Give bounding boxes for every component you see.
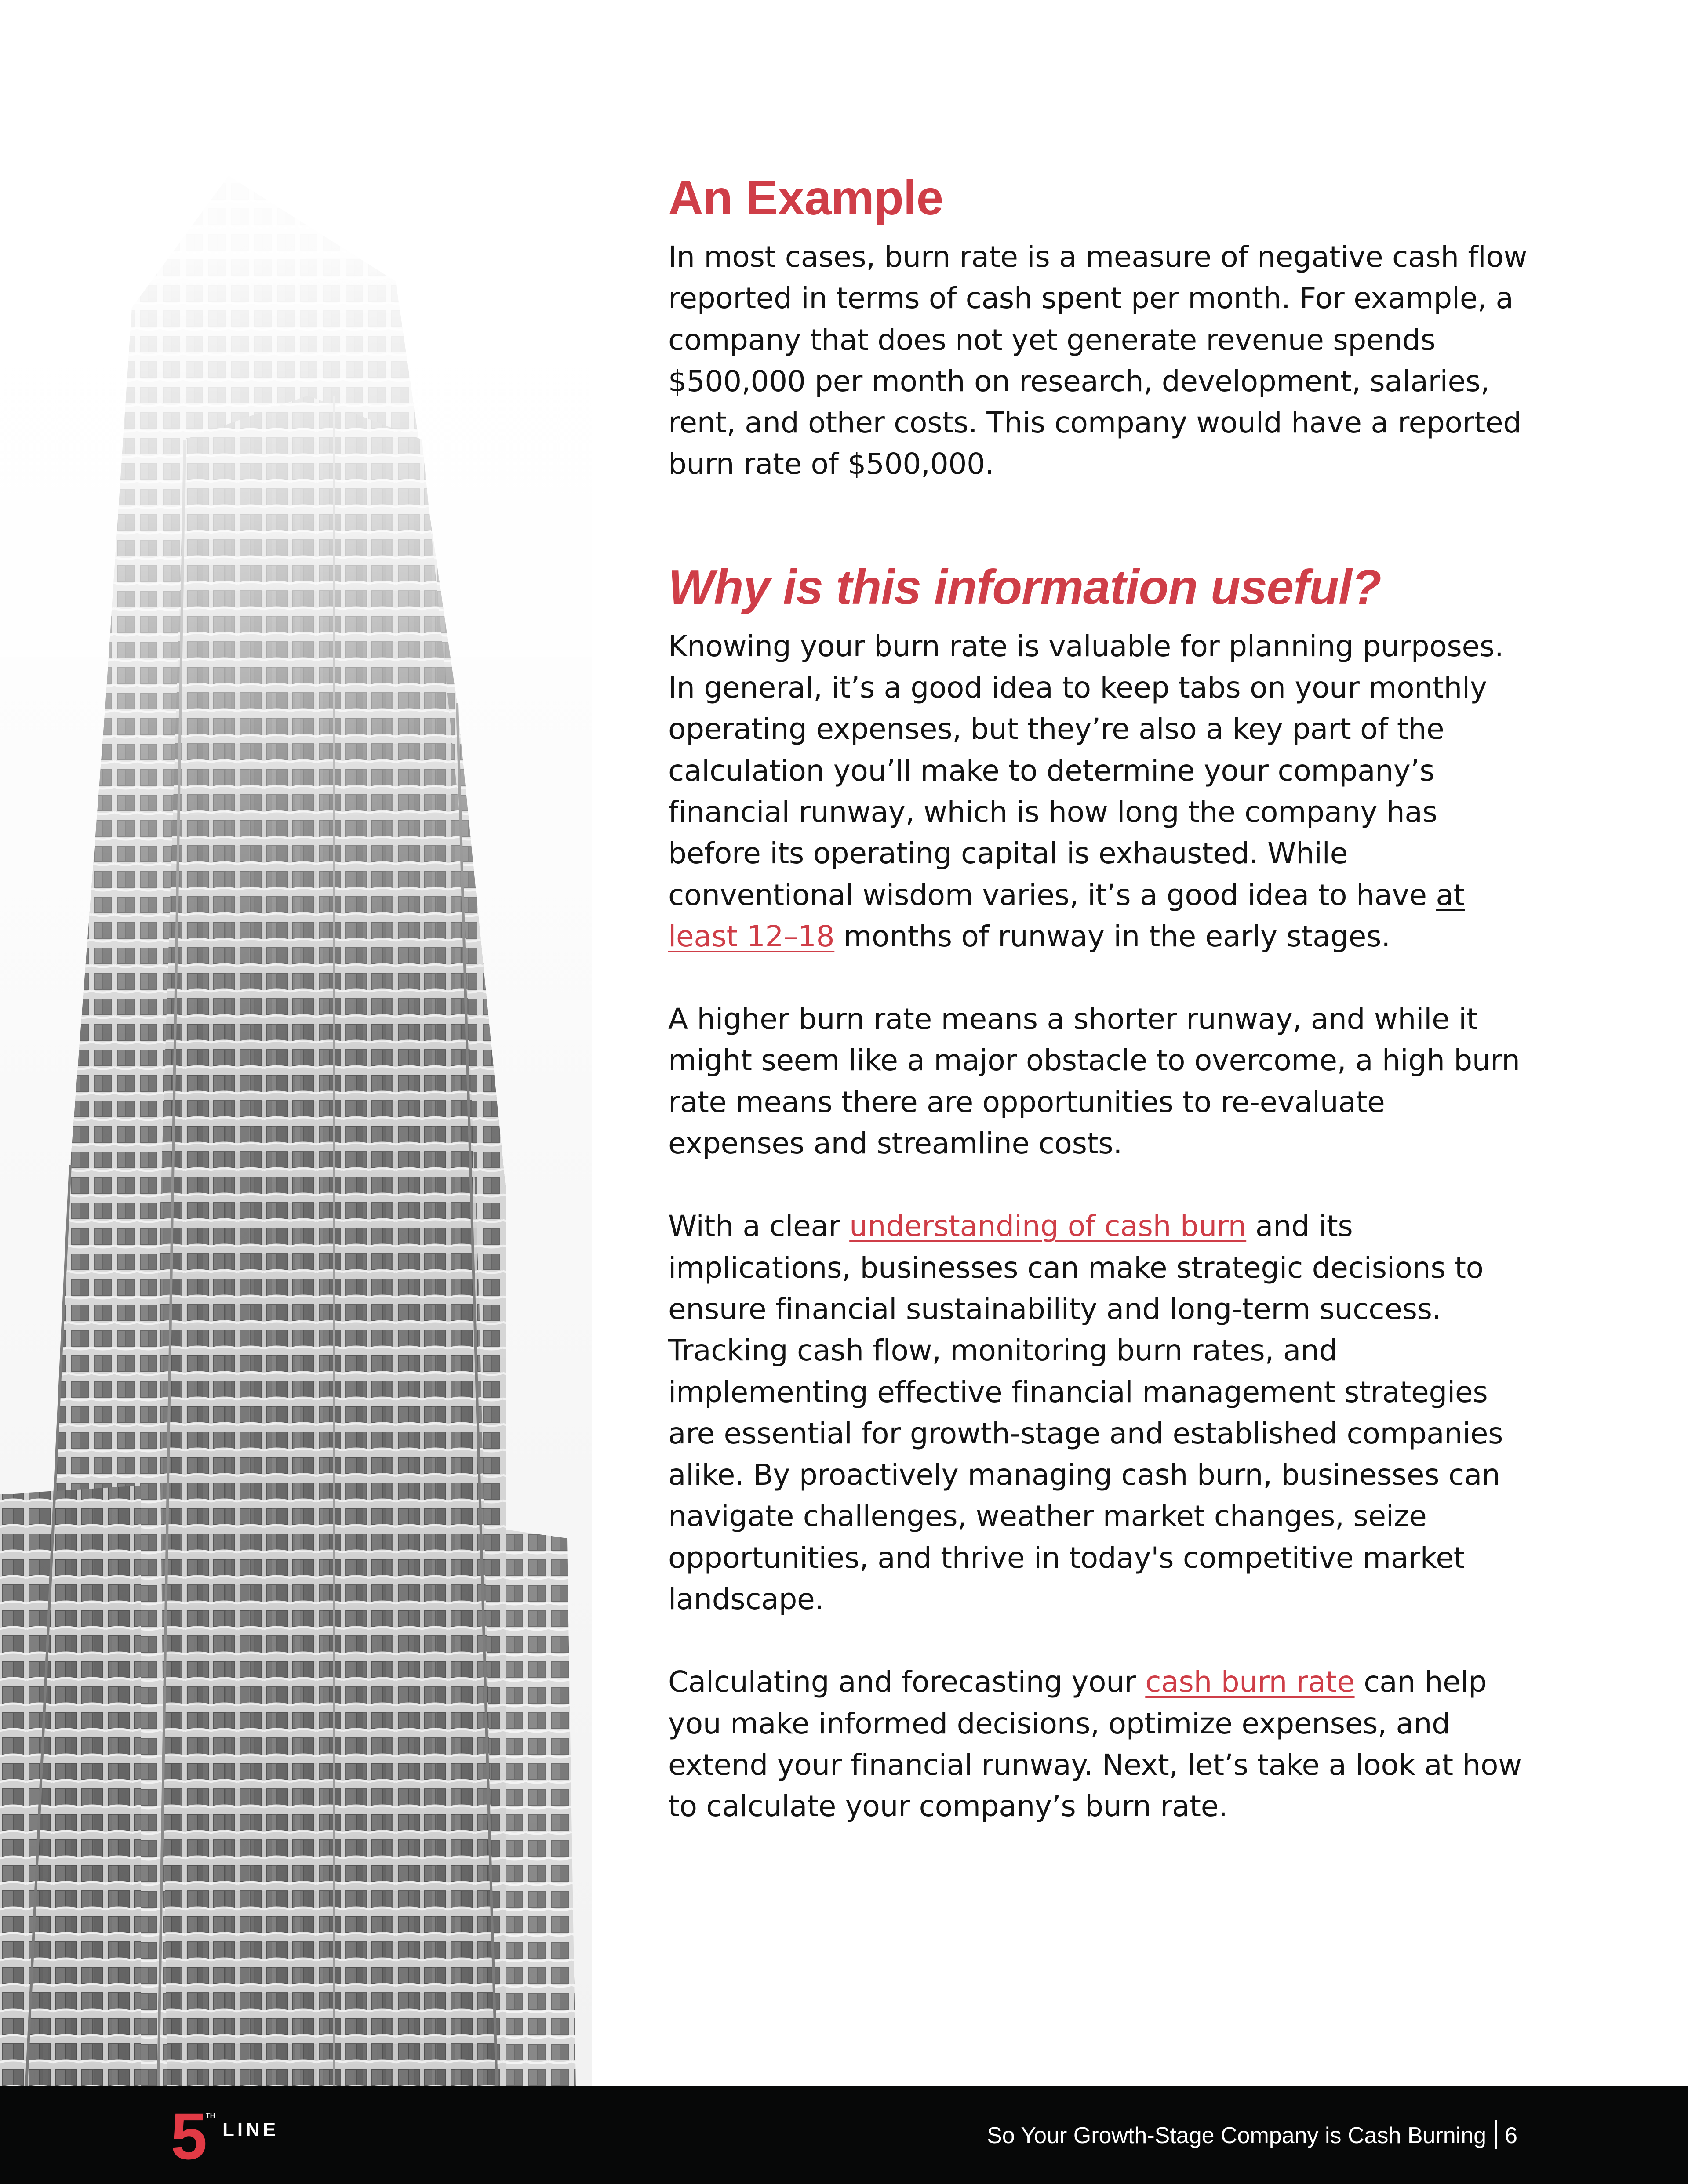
logo-superscript: TH [206,2112,215,2119]
paragraph-text: months of runway in the early stages. [834,919,1390,953]
paragraph-text: With a clear [668,1209,850,1243]
why-useful-paragraph-2: A higher burn rate means a shorter runway, and while it might seem like a major obstacle to overcome, a high burn rate means there are opportunities to re-evaluate expenses and streamline costs. [668,1002,1520,1161]
paragraph-text: Calculating and forecasting your [668,1665,1146,1699]
skyscraper-photo [0,0,592,2086]
page-footer [0,2086,1688,2184]
section-heading-example: An Example [668,171,943,225]
article-content [668,167,1530,1828]
runway-link-part1[interactable]: at [1436,878,1465,912]
fifth-line-logo [171,2099,311,2173]
paragraph-text: can help you make informed decisions, optimize expenses, and extend your financial runway. Next, let’s take a look at how to calculate your company’s burn rate. [668,1665,1522,1824]
runway-link-part2[interactable]: least 12–18 [668,919,835,953]
logo-number: 5 [171,2099,207,2173]
footer-caption [987,2120,1517,2151]
section-heading-why-useful: Why is this information useful? [668,560,1381,614]
understanding-cash-burn-link[interactable]: understanding of cash burn [849,1209,1247,1243]
paragraph-text: Knowing your burn rate is valuable for planning purposes. In general, it’s a good idea to keep tabs on your monthly operating expenses, but they’re also a key part of the calculation you’ll make to determine your company’s financial runway, which is how long the company has before its operating capital is exhausted. While conventional wisdom varies, it’s a good idea to have [668,629,1504,912]
example-paragraph: In most cases, burn rate is a measure of negative cash flow reported in terms of cash spent per month. For example, a company that does not yet generate revenue spends $500,000 per month on research, development, salaries, rent, and other costs. This company would have a reported burn rate of $500,000. [668,240,1528,481]
why-useful-paragraph-3 [668,1206,1530,1620]
why-useful-paragraph-4 [668,1661,1530,1827]
footer-separator [1495,2120,1497,2149]
paragraph-text: and its implications, businesses can make strategic decisions to ensure financial sustainability and long-term success. Tracking cash flow, monitoring burn rates, and implementing effective financial management strategies are essential for growth-stage and established companies alike. By proactively managing cash burn, businesses can navigate challenges, weather market changes, seize opportunities, and thrive in today's competitive market landscape. [668,1209,1503,1617]
why-useful-paragraph-1 [668,626,1530,957]
page-number: 6 [1505,2123,1517,2148]
cash-burn-rate-link[interactable]: cash burn rate [1145,1665,1355,1699]
logo-word: LINE [222,2119,279,2140]
document-title: So Your Growth-Stage Company is Cash Burning [987,2123,1487,2148]
